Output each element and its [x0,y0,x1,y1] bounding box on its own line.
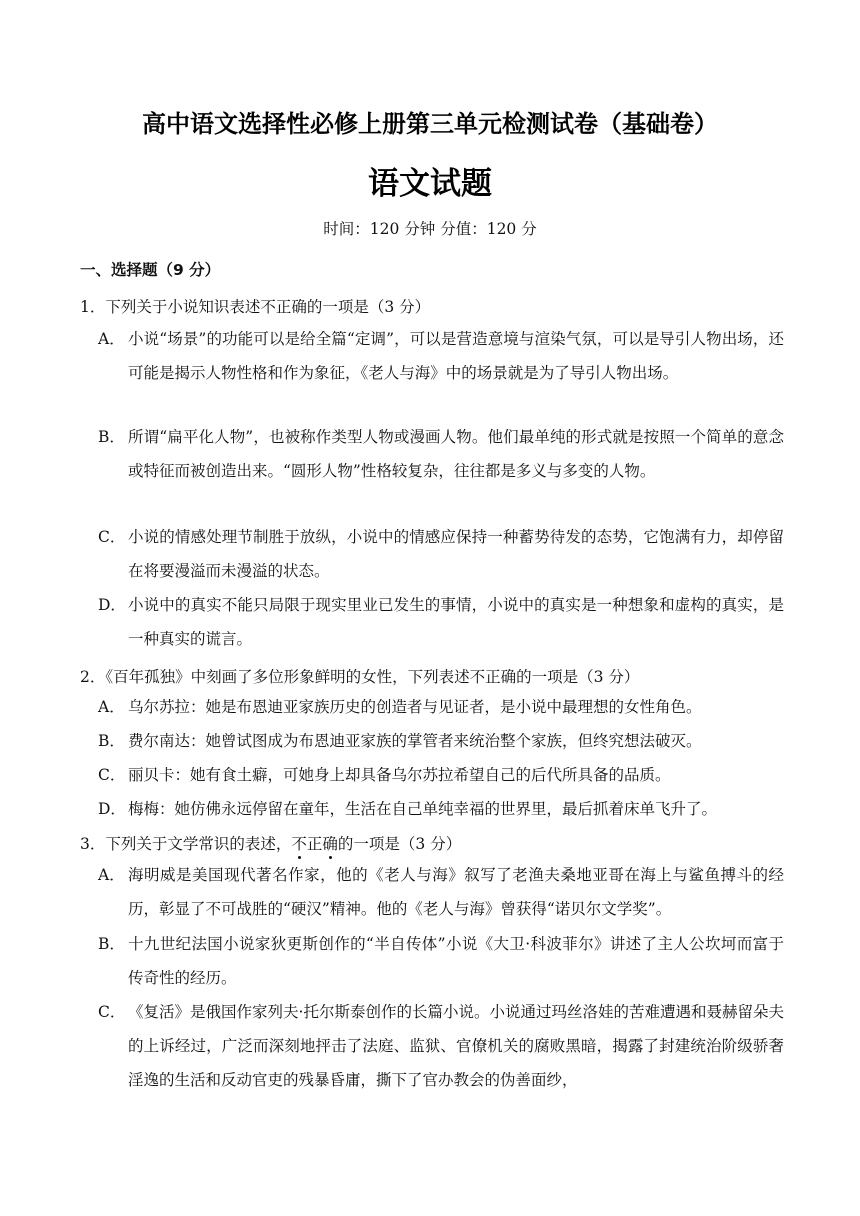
stem-text: 正 [306,835,323,853]
emphasized-char: 不 [291,835,307,853]
question-2-stem: 2．《百年孤独》中刻画了多位形象鲜明的女性，下列表述不正确的一项是（3 分） [80,668,640,686]
option-label: C． [98,1003,126,1021]
option-label: D． [98,800,126,818]
question-2-option-c [98,758,784,792]
option-label: B． [98,732,125,750]
question-1-option-d [98,588,784,656]
option-text: 十九世纪法国小说家狄更斯创作的“半自传体”小说《大卫·科波菲尔》讲述了主人公坎坷而富于传奇性的经历。 [128,935,784,987]
question-3-option-b [98,927,784,995]
option-label: B． [98,935,125,953]
question-3-option-a [98,858,784,926]
option-text: 费尔南达：她曾试图成为布恩迪亚家族的掌管者来统治整个家族，但终究想法破灭。 [128,732,702,750]
option-text: 丽贝卡：她有食土癖，可她身上却具备乌尔苏拉希望自己的后代所具备的品质。 [128,766,671,784]
exam-subtitle: 语文试题 [368,166,492,202]
option-text: 小说中的真实不能只局限于现实里业已发生的事情，小说中的真实是一种想象和虚构的真实，是一种真实的谎言。 [128,596,784,648]
option-text: 小说“场景”的功能可以是给全篇“定调”，可以是营造意境与渲染气氛，可以是导引人物出场，还可能是揭示人物性格和作为象征，《老人与海》中的场景就是为了导引人物出场。 [128,330,784,382]
exam-meta: 时间：120 分钟 分值：120 分 [323,220,537,238]
exam-title: 高中语文选择性必修上册第三单元检测试卷（基础卷） [142,110,718,138]
question-1-option-b [98,420,784,488]
stem-text: 3．下列关于文学常识的表述， [80,835,292,853]
option-text: 《复活》是俄国作家列夫·托尔斯泰创作的长篇小说。小说通过玛丝洛娃的苦难遭遇和聂赫留朵夫的上诉经过，广泛而深刻地抨击了法庭、监狱、官僚机关的腐败黑暗，揭露了封建统治阶级骄奢淫逸的生活和反动官吏的残暴昏庸，撕下了官办教会的伪善面纱， [128,1003,784,1089]
section-heading: 一、选择题（9 分） [80,261,221,279]
option-label: A． [98,866,125,884]
question-3-option-c [98,995,784,1097]
option-text: 海明威是美国现代著名作家，他的《老人与海》叙写了老渔夫桑地亚哥在海上与鲨鱼搏斗的经历，彰显了不可战胜的“硬汉”精神。他的《老人与海》曾获得“诺贝尔文学奖”。 [128,866,784,918]
question-2-option-d [98,792,784,826]
question-1-option-a [98,322,784,390]
question-3-stem [80,832,461,854]
question-1-stem: 1．下列关于小说知识表述不正确的一项是（3 分） [80,298,431,316]
option-label: C． [98,766,126,784]
option-text: 所谓“扁平化人物”，也被称作类型人物或漫画人物。他们最单纯的形式就是按照一个简单的意念或特征而被创造出来。“圆形人物”性格较复杂，往往都是多义与多变的人物。 [128,428,784,480]
option-text: 乌尔苏拉：她是布恩迪亚家族历史的创造者与见证者，是小说中最理想的女性角色。 [128,698,702,716]
question-2-option-b [98,724,784,758]
option-text: 小说的情感处理节制胜于放纵，小说中的情感应保持一种蓄势待发的态势，它饱满有力，却停留在将要漫溢而未漫溢的状态。 [128,528,784,580]
option-label: D． [98,596,126,614]
option-text: 梅梅：她仿佛永远停留在童年，生活在自己单纯幸福的世界里，最后抓着床单飞升了。 [128,800,718,818]
option-label: B． [98,428,125,446]
stem-text: 的一项是（3 分） [337,835,462,853]
question-1-option-c [98,520,784,588]
option-label: A． [98,698,125,716]
emphasized-char: 确 [322,835,338,853]
option-label: A． [98,330,125,348]
option-label: C． [98,528,126,546]
question-2-option-a [98,690,784,724]
